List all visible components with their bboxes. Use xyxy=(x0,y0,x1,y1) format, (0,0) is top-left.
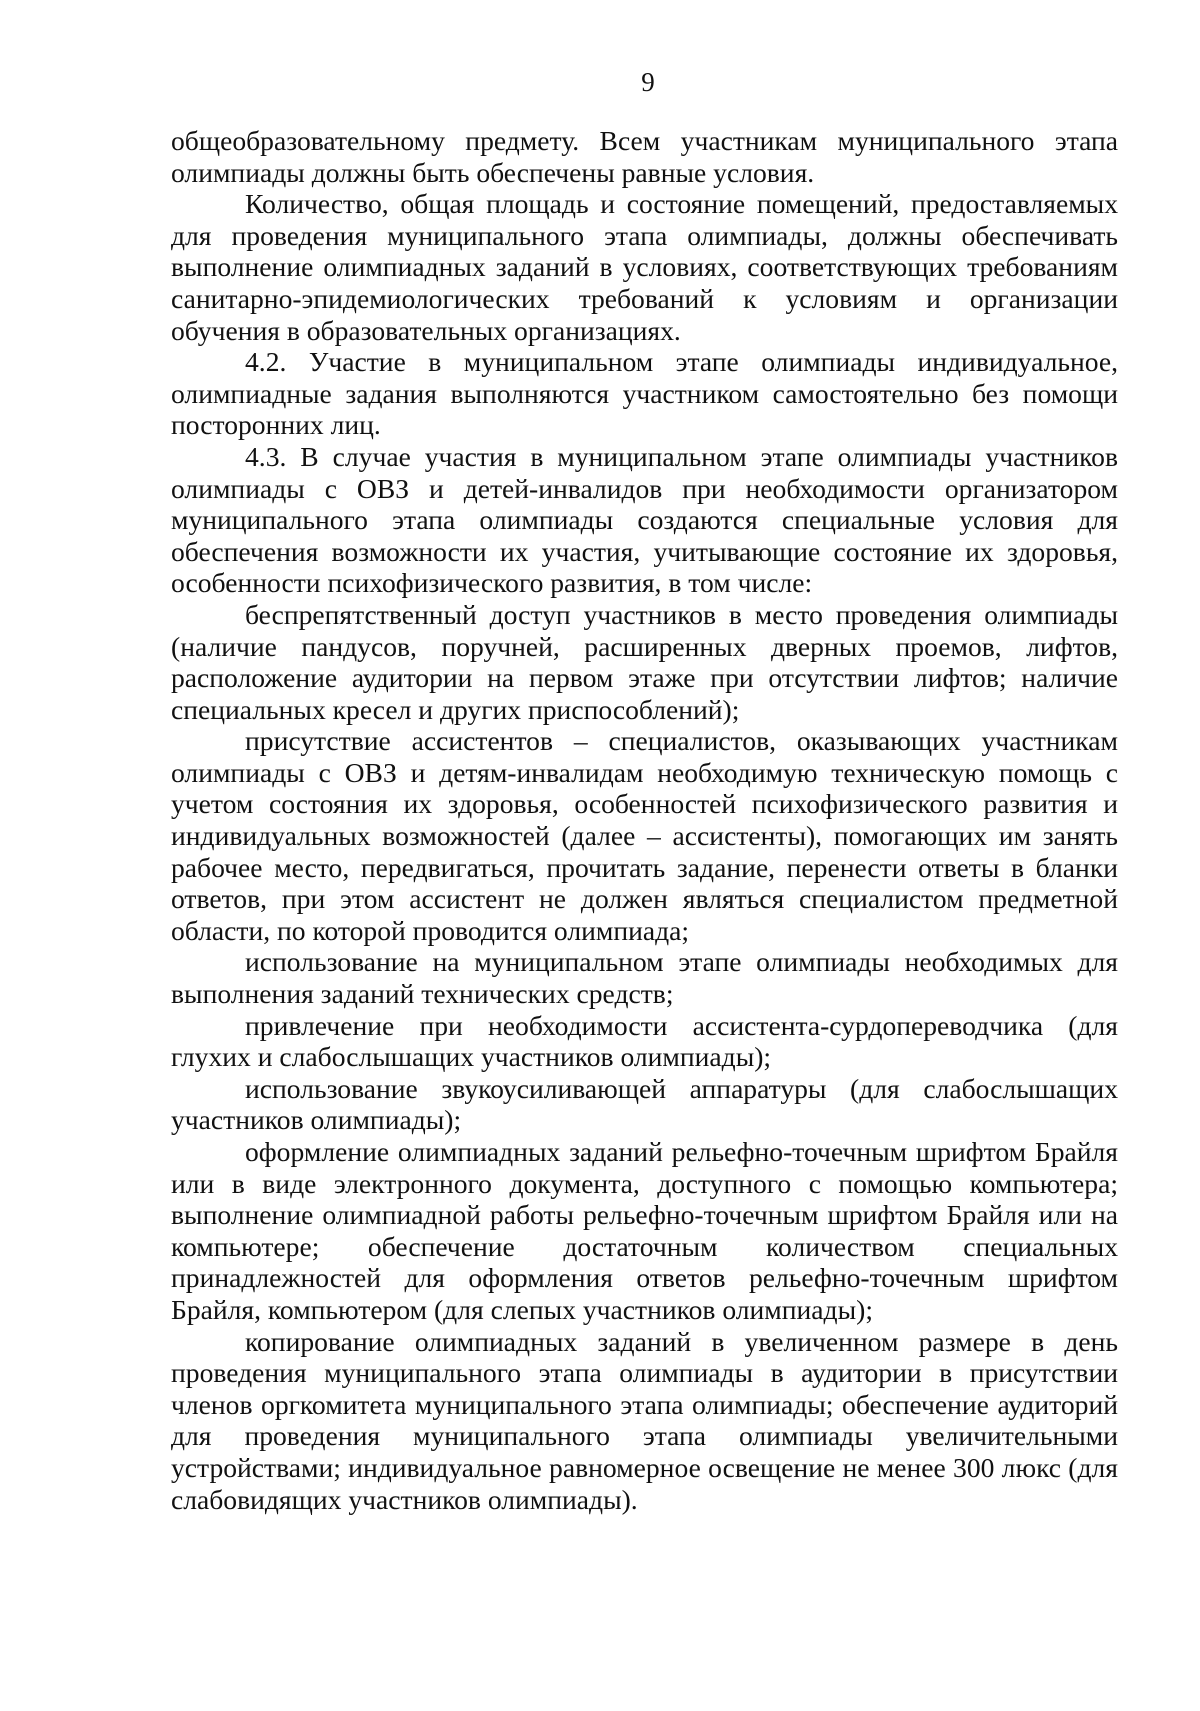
page-number: 9 xyxy=(641,67,655,97)
paragraph-technical-means: использование на муниципальном этапе олимпиады необходимых для выполнения заданий технических средств; xyxy=(171,946,1118,1010)
paragraph-braille: оформление олимпиадных заданий рельефно-точечным шрифтом Брайля или в виде электронного документа, доступного с помощью компьютера; выполнение олимпиадной работы рельефно-точечным шрифтом Брайля или на компьютере; обеспечение достаточным количеством специальных принадлежностей для оформления ответов рельефно-точечным шрифтом Брайля, компьютером (для слепых участников олимпиады); xyxy=(171,1136,1118,1325)
paragraph-premises: Количество, общая площадь и состояние помещений, предоставляемых для проведения муниципального этапа олимпиады, должны обеспечивать выполнение олимпиадных заданий в условиях, соответствующих требованиям санитарно-эпидемиологических требований к условиям и организации обучения в образовательных организациях. xyxy=(171,188,1118,346)
paragraph-continuation: общеобразовательному предмету. Всем участникам муниципального этапа олимпиады должны быть обеспечены равные условия. xyxy=(171,125,1118,188)
paragraph-barrier-free-access: беспрепятственный доступ участников в место проведения олимпиады (наличие пандусов, поручней, расширенных дверных проемов, лифтов, расположение аудитории на первом этаже при отсутствии лифтов; наличие специальных кресел и других приспособлений); xyxy=(171,598,1118,725)
paragraph-4-3: 4.3. В случае участия в муниципальном этапе олимпиады участников олимпиады с ОВЗ и детей-инвалидов при необходимости организатором муниципального этапа олимпиады создаются специальные условия для обеспечения возможности их участия, учитывающие состояние их здоровья, особенности психофизического развития, в том числе: xyxy=(171,440,1118,599)
paragraph-sign-interpreter: привлечение при необходимости ассистента-сурдопереводчика (для глухих и слабослышащих участников олимпиады); xyxy=(171,1009,1118,1073)
paragraph-4-2: 4.2. Участие в муниципальном этапе олимпиады индивидуальное, олимпиадные задания выполняются участником самостоятельно без помощи посторонних лиц. xyxy=(171,346,1118,441)
paragraph-sound-amplifying: использование звукоусиливающей аппаратуры (для слабослышащих участников олимпиады); xyxy=(171,1072,1118,1136)
document-body xyxy=(171,125,1118,1515)
paragraph-enlarged-copies: копирование олимпиадных заданий в увеличенном размере в день проведения муниципального этапа олимпиады в аудитории в присутствии членов оргкомитета муниципального этапа олимпиады; обеспечение аудиторий для проведения муниципального этапа олимпиады увеличительными устройствами; индивидуальное равномерное освещение не менее 300 люкс (для слабовидящих участников олимпиады). xyxy=(171,1325,1118,1515)
paragraph-assistants: присутствие ассистентов – специалистов, оказывающих участникам олимпиады с ОВЗ и детям-инвалидам необходимую техническую помощь с учетом состояния их здоровья, особенностей психофизического развития и индивидуальных возможностей (далее – ассистенты), помогающих им занять рабочее место, передвигаться, прочитать задание, перенести ответы в бланки ответов, при этом ассистент не должен являться специалистом предметной области, по которой проводится олимпиада; xyxy=(171,725,1118,946)
